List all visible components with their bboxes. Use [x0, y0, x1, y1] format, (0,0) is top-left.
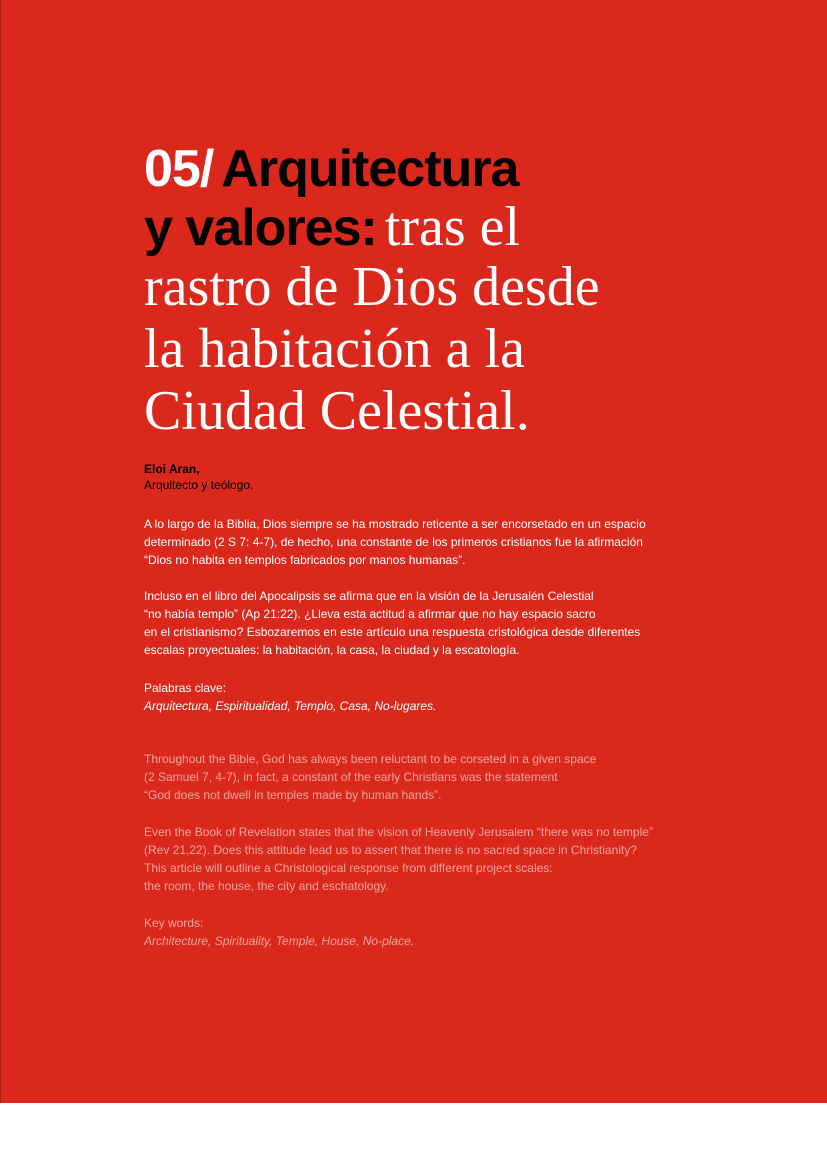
keywords-label: Palabras clave: [144, 681, 227, 695]
title-bold-2: y valores: [144, 199, 377, 257]
abstract-es-p1 [144, 515, 704, 569]
title-bold-1: Arquitectura [221, 140, 519, 198]
abstract-en-p1 [144, 750, 704, 804]
abstract-line: (Rev 21,22). Does this attitude lead us to assert that there is no sacred space in Christianity? [144, 843, 637, 857]
abstract-line: Incluso en el libro del Apocalipsis se afirma que en la visión de la Jerusalén Celestial [144, 589, 594, 603]
abstract-line: “Dios no habita en templos fabricados por manos humanas”. [144, 553, 466, 567]
keywords-label: Key words: [144, 916, 204, 930]
title-line-2 [144, 196, 764, 258]
abstract-line: A lo largo de la Biblia, Dios siempre se ha mostrado reticente a ser encorsetado en un espacio [144, 517, 646, 531]
article-title [144, 138, 764, 444]
title-serif-2: tras el [384, 196, 521, 258]
author-name: Eloi Aran, [144, 462, 200, 476]
abstract-line: This article will outline a Christological response from different project scales: [144, 861, 553, 875]
abstract-line: (2 Samuel 7, 4-7), in fact, a constant of the early Christians was the statement [144, 770, 558, 784]
keywords-list: Architecture, Spirituality, Temple, House, No-place. [144, 934, 415, 948]
abstract-line: escalas proyectuales: la habitación, la casa, la ciudad y la escatología. [144, 643, 520, 657]
title-serif-4: la habitación a la [144, 318, 525, 380]
chapter-number: 05/ [144, 140, 214, 198]
abstract-line: en el cristianismo? Esbozaremos en este artículo una respuesta cristológica desde diferentes [144, 625, 641, 639]
abstract-line: “no había templo” (Ap 21:22). ¿Lleva esta actitud a afirmar que no hay espacio sacro [144, 607, 596, 621]
keywords-es [144, 679, 704, 715]
abstract-line: determinado (2 S 7: 4-7), de hecho, una constante de los primeros cristianos fue la afirmación [144, 535, 643, 549]
author-role: Arquitecto y teólogo. [144, 478, 254, 492]
keywords-en [144, 914, 704, 950]
title-serif-3: rastro de Dios desde [144, 256, 600, 318]
abstract-line: the room, the house, the city and eschatology. [144, 879, 389, 893]
abstract-es-p2 [144, 587, 704, 659]
author-block [144, 461, 253, 493]
abstract-line: Even the Book of Revelation states that the vision of Heavenly Jerusalem “there was no temple” [144, 825, 653, 839]
title-serif-5: Ciudad Celestial. [144, 380, 530, 442]
keywords-list: Arquitectura, Espiritualidad, Templo, Casa, No-lugares. [144, 699, 437, 713]
abstract-line: “God does not dwell in temples made by human hands”. [144, 788, 442, 802]
abstract-en-p2 [144, 823, 704, 895]
title-line-1 [144, 138, 764, 200]
abstract-line: Throughout the Bible, God has always been reluctant to be corseted in a given space [144, 752, 597, 766]
